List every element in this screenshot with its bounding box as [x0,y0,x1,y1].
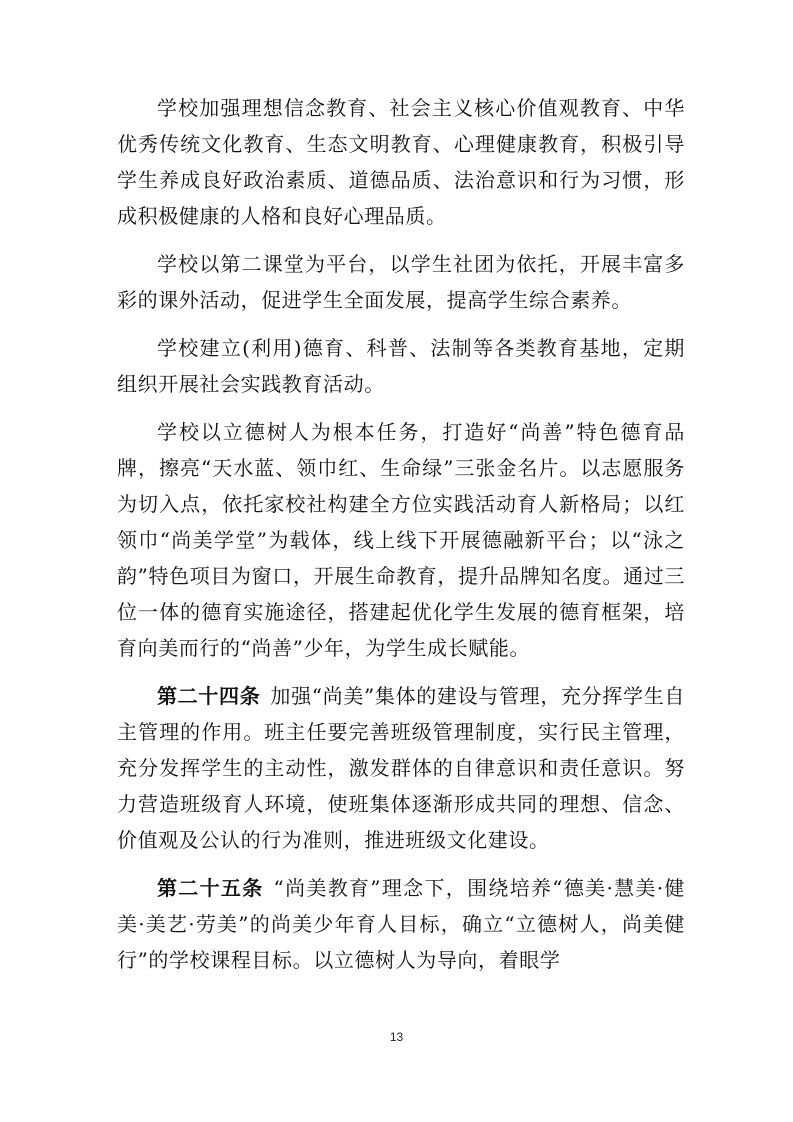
paragraph-text: 学校以立德树人为根本任务，打造好“尚善”特色德育品牌，擦亮“天水蓝、领巾红、生命绿”三张金名片。以志愿服务为切入点，依托家校社构建全方位实践活动育人新格局；以红领巾“尚美学堂”为载体，线上线下开展德融新平台；以“泳之韵”特色项目为窗口，开展生命教育，提升品牌知名度。通过三位一体的德育实施途径，搭建起优化学生发展的德育框架，培育向美而行的“尚善”少年，为学生成长赋能。 [117,420,685,660]
page-number: 13 [389,1030,404,1044]
article-25 [117,870,685,978]
paragraph-text: 学校以第二课堂为平台，以学生社团为依托，开展丰富多彩的课外活动，促进学生全面发展，提高学生综合素养。 [117,252,685,312]
article-24 [117,678,685,858]
article-heading: 第二十五条 [157,876,264,900]
paragraph-text: 学校建立(利用)德育、科普、法制等各类教育基地，定期组织开展社会实践教育活动。 [117,336,685,396]
paragraph-ideals-education [117,90,685,234]
article-text: 加强“尚美”集体的建设与管理，充分挥学生自主管理的作用。班主任要完善班级管理制度，实行民主管理，充分发挥学生的主动性，激发群体的自律意识和责任意识。努力营造班级育人环境，使班集体逐渐形成共同的理想、信念、价值观及公认的行为准则，推进班级文化建设。 [117,684,685,852]
paragraph-moral-brand [117,414,685,666]
article-heading: 第二十四条 [157,684,261,708]
paragraph-second-classroom [117,246,685,318]
paragraph-education-bases [117,330,685,402]
paragraph-text: 学校加强理想信念教育、社会主义核心价值观教育、中华优秀传统文化教育、生态文明教育、心理健康教育，积极引导学生养成良好政治素质、道德品质、法治意识和行为习惯，形成积极健康的人格和良好心理品质。 [117,96,685,228]
article-text: “尚美教育”理念下，围绕培养“德美·慧美·健美·美艺·劳美”的尚美少年育人目标，确立“立德树人，尚美健行”的学校课程目标。以立德树人为导向，着眼学 [117,876,686,972]
document-body [117,90,685,990]
